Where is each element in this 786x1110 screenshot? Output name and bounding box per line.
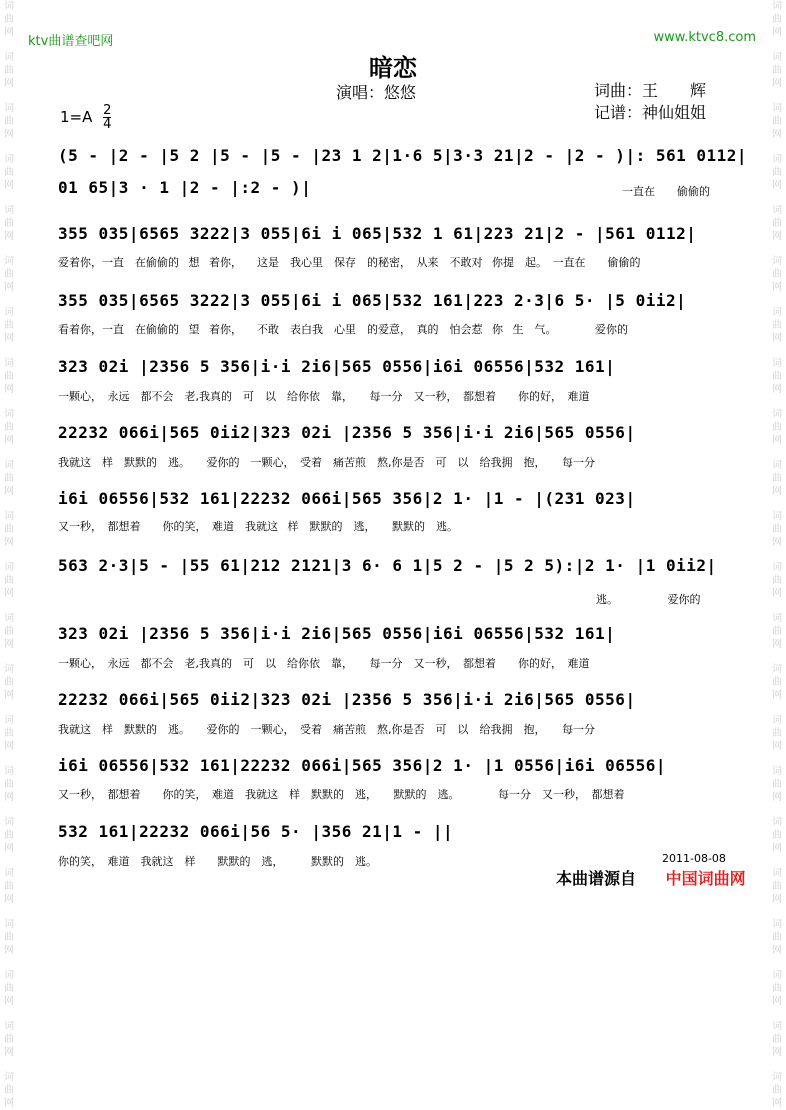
lyric-line: 我就这 样 默默的 逃。 爱你的 一颗心， 受着 痛苦煎 熬,你是否 可 以 给我拥 抱， 每一分 [58,723,595,736]
source-credit [556,866,746,889]
lyric-line: 我就这 样 默默的 逃。 爱你的 一颗心， 受着 痛苦煎 熬,你是否 可 以 给我拥 抱， 每一分 [58,456,595,469]
watermark-char: 词曲网 [772,460,782,497]
lyric-line: 爱着你，一直 在偷偷的 想 着你， 这是 我心里 保存 的秘密， 从来 不敢对 你提 起。 一直在 偷偷的 [58,256,641,269]
key-label: 1=A [60,108,93,126]
watermark-char: 词曲网 [4,256,14,293]
lyric-line: 又一秒， 都想着 你的笑， 难道 我就这 样 默默的 逃， 默默的 逃。 [58,520,458,533]
lyric-line: 看着你，一直 在偷偷的 望 着你， 不敢 表白我 心里 的爱意， 真的 怕会惹 你 生 气。 爱你的 [58,323,628,336]
lyric-line: 你的笑， 难道 我就这 样 默默的 逃， 默默的 逃。 [58,855,377,868]
watermark-char: 词曲网 [772,1021,782,1058]
site-url-right[interactable]: www.ktvc8.com [653,30,756,45]
watermark-char: 词曲网 [4,409,14,446]
notation-line: 323 02i |2356 5 356|i·i 2i6|565 0556|i6i 06556|532 161| [58,624,616,643]
watermark-char: 词曲网 [4,103,14,140]
notation-line: 355 035|6565 3222|3 055|6i i 065|532 161|223 2·3|6 5· |5 0ii2| [58,291,687,310]
source-site[interactable]: 中国词曲网 [665,869,746,888]
watermark-char: 词曲网 [4,154,14,191]
watermark-char: 词曲网 [4,1,14,38]
time-signature [103,104,111,131]
watermark-char: 词曲网 [772,205,782,242]
watermark-char: 词曲网 [4,868,14,905]
lyric-line: 又一秒， 都想着 你的笑， 难道 我就这 样 默默的 逃， 默默的 逃。 每一分 又一秒， 都想着 [58,788,625,801]
lyric-line: 逃。 爱你的 [596,593,701,606]
time-bottom: 4 [103,117,112,132]
lyricist-credit: 词曲：王 辉 [594,81,707,100]
watermark-char: 词曲网 [772,1072,782,1109]
watermark-char: 词曲网 [4,52,14,89]
watermark-right [768,0,786,1109]
notation-line: (5 - |2 - |5 2 |5 - |5 - |23 1 2|1·6 5|3·3 21|2 - |2 - )|: 561 0112| [58,146,748,165]
watermark-char: 词曲网 [772,1,782,38]
watermark-char: 词曲网 [772,970,782,1007]
watermark-char: 词曲网 [772,358,782,395]
watermark-char: 词曲网 [4,1021,14,1058]
notation-line: 532 161|22232 066i|56 5· |356 21|1 - || [58,822,454,841]
notation-line: i6i 06556|532 161|22232 066i|565 356|2 1· |1 0556|i6i 06556| [58,756,666,775]
notation-line: 355 035|6565 3222|3 055|6i i 065|532 1 61|223 21|2 - |561 0112| [58,224,697,243]
watermark-char: 词曲网 [4,1072,14,1109]
date-stamp: 2011-08-08 [662,852,726,865]
watermark-char: 词曲网 [772,613,782,650]
watermark-char: 词曲网 [4,715,14,752]
watermark-char: 词曲网 [4,817,14,854]
watermark-char: 词曲网 [4,664,14,701]
watermark-char: 词曲网 [772,154,782,191]
notation-line: 563 2·3|5 - |55 61|212 2121|3 6· 6 1|5 2 - |5 2 5):|2 1· |1 0ii2| [58,556,717,575]
watermark-char: 词曲网 [4,613,14,650]
notation-line: 22232 066i|565 0ii2|323 02i |2356 5 356|i·i 2i6|565 0556| [58,690,636,709]
watermark-char: 词曲网 [4,562,14,599]
watermark-char: 词曲网 [772,766,782,803]
watermark-char: 词曲网 [772,562,782,599]
watermark-char: 词曲网 [772,307,782,344]
source-label: 本曲谱源自 [556,869,637,888]
credits-block [594,80,706,124]
watermark-char: 词曲网 [772,103,782,140]
watermark-char: 词曲网 [772,715,782,752]
notation-line: 323 02i |2356 5 356|i·i 2i6|565 0556|i6i 06556|532 161| [58,357,616,376]
watermark-char: 词曲网 [4,358,14,395]
transcriber-credit: 记谱：神仙姐姐 [594,103,707,122]
key-signature [60,104,111,131]
watermark-char: 词曲网 [772,52,782,89]
watermark-char: 词曲网 [772,511,782,548]
singer-credit: 演唱：悠悠 [336,83,417,102]
watermark-char: 词曲网 [4,511,14,548]
watermark-char: 词曲网 [772,664,782,701]
watermark-char: 词曲网 [4,919,14,956]
notation-line: 01 65|3 · 1 |2 - |:2 - )| [58,178,312,197]
song-title: 暗恋 [369,54,417,82]
notation-line: i6i 06556|532 161|22232 066i|565 356|2 1· |1 - |(231 023| [58,489,636,508]
watermark-char: 词曲网 [772,868,782,905]
watermark-char: 词曲网 [772,919,782,956]
watermark-char: 词曲网 [772,817,782,854]
watermark-char: 词曲网 [4,205,14,242]
watermark-char: 词曲网 [772,409,782,446]
watermark-char: 词曲网 [4,307,14,344]
time-top: 2 [103,103,112,118]
watermark-char: 词曲网 [4,970,14,1007]
notation-line: 22232 066i|565 0ii2|323 02i |2356 5 356|i·i 2i6|565 0556| [58,423,636,442]
site-name-left[interactable]: ktv曲谱查吧网 [28,34,114,49]
watermark-left [0,0,18,1109]
watermark-char: 词曲网 [4,460,14,497]
lyric-line: 一直在 偷偷的 [622,185,710,198]
watermark-char: 词曲网 [4,766,14,803]
lyric-line: 一颗心， 永远 都不会 老,我真的 可 以 给你依 靠， 每一分 又一秒， 都想着 你的好， 难道 [58,390,590,403]
watermark-char: 词曲网 [772,256,782,293]
lyric-line: 一颗心， 永远 都不会 老,我真的 可 以 给你依 靠， 每一分 又一秒， 都想着 你的好， 难道 [58,657,590,670]
